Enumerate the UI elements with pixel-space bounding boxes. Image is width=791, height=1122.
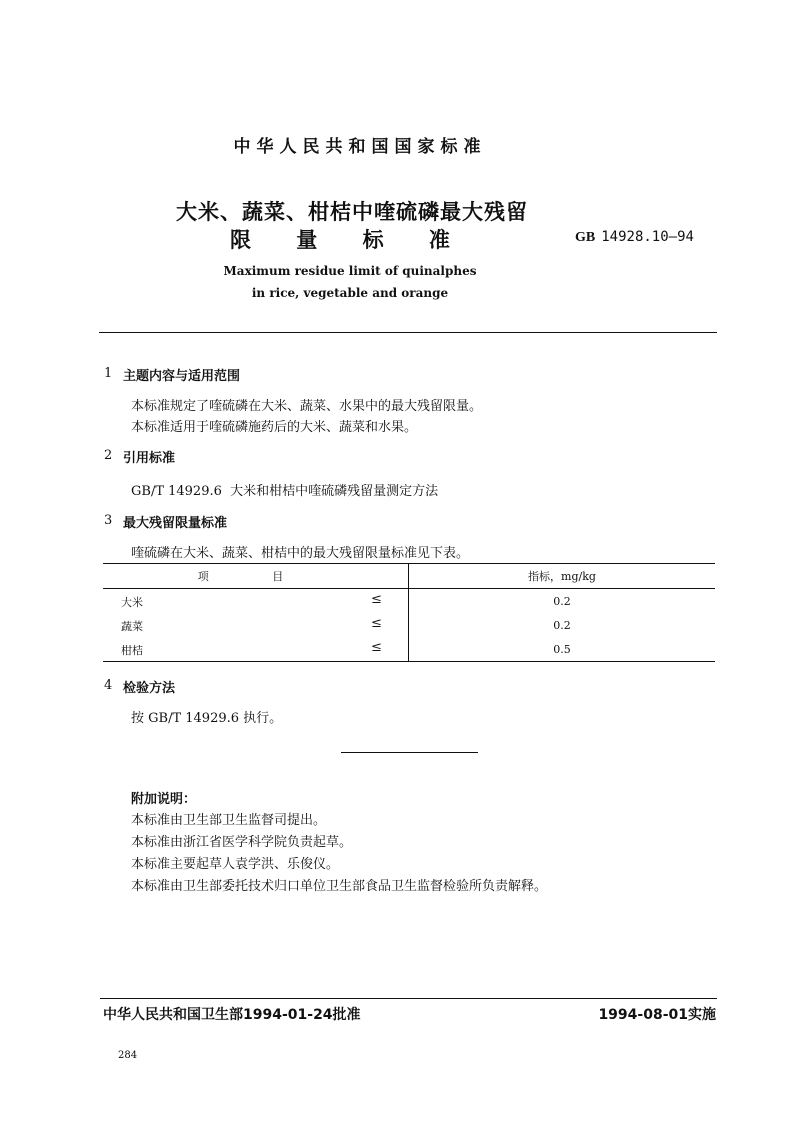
table-row (103, 589, 715, 614)
notes-line-2: 本标准由浙江省医学科学院负责起草。 (131, 835, 353, 850)
standard-code: 14928.10—94 (601, 229, 694, 245)
section-3-number: 3 (104, 513, 113, 528)
section-2-number: 2 (104, 448, 113, 463)
section-1-paragraph-2: 本标准适用于喹硫磷施药后的大米、蔬菜和水果。 (131, 420, 418, 435)
section-3-paragraph-1: 喹硫磷在大米、蔬菜、柑桔中的最大残留限量标准见下表。 (131, 546, 470, 561)
table-cell-operator: ≤ (371, 592, 382, 607)
footer-divider (100, 998, 717, 999)
standard-number (575, 229, 694, 246)
table-cell-value: 0.5 (409, 637, 716, 662)
document-title-line1: 大米、蔬菜、柑桔中喹硫磷最大残留 (176, 199, 528, 224)
section-4-number: 4 (104, 678, 113, 693)
approval-date: 中华人民共和国卫生部1994-01-24批准 (103, 1007, 361, 1023)
table-header-value: 指标，mg/kg (409, 564, 716, 589)
residue-limit-table (103, 563, 715, 662)
header-divider (99, 332, 717, 333)
end-of-text-rule (341, 752, 478, 753)
english-title-line2: in rice, vegetable and orange (251, 286, 449, 300)
notes-line-3: 本标准主要起草人袁学洪、乐俊仪。 (131, 857, 340, 872)
section-1-title: 主题内容与适用范围 (123, 369, 241, 384)
document-title-line2: 限 量 标 准 (230, 227, 451, 252)
table-row (103, 637, 715, 662)
section-2-paragraph-1: GB/T 14929.6 大米和柑桔中喹硫磷残留量测定方法 (131, 484, 439, 499)
section-4-paragraph-1: 按 GB/T 14929.6 执行。 (131, 711, 283, 726)
notes-line-4: 本标准由卫生部委托技术归口单位卫生部食品卫生监督检验所负责解释。 (131, 879, 548, 894)
page-number: 284 (118, 1050, 138, 1061)
table-row (103, 613, 715, 637)
national-standard-heading: 中华人民共和国国家标准 (233, 137, 487, 157)
section-1-paragraph-1: 本标准规定了喹硫磷在大米、蔬菜、水果中的最大残留限量。 (131, 399, 483, 414)
notes-line-1: 本标准由卫生部卫生监督司提出。 (131, 813, 327, 828)
section-3-title: 最大残留限量标准 (123, 516, 228, 531)
table-header-item: 项 目 (103, 564, 409, 589)
table-cell-item: 大米 (121, 596, 143, 609)
table-cell-item: 蔬菜 (121, 620, 143, 633)
table-cell-value: 0.2 (553, 594, 571, 608)
section-1-number: 1 (104, 366, 113, 381)
section-4-title: 检验方法 (123, 681, 176, 696)
section-2-title: 引用标准 (123, 451, 176, 466)
table-cell-value: 0.2 (553, 618, 571, 632)
english-title-line1: Maximum residue limit of quinalphes (223, 264, 477, 278)
effective-date: 1994-08-01实施 (598, 1007, 716, 1023)
standard-prefix: GB (575, 230, 596, 245)
table-cell-item: 柑桔 (121, 644, 143, 657)
table-cell-operator: ≤ (371, 640, 382, 655)
notes-title: 附加说明： (131, 792, 197, 807)
table-header-row (103, 564, 715, 589)
table-cell-operator: ≤ (371, 616, 382, 631)
